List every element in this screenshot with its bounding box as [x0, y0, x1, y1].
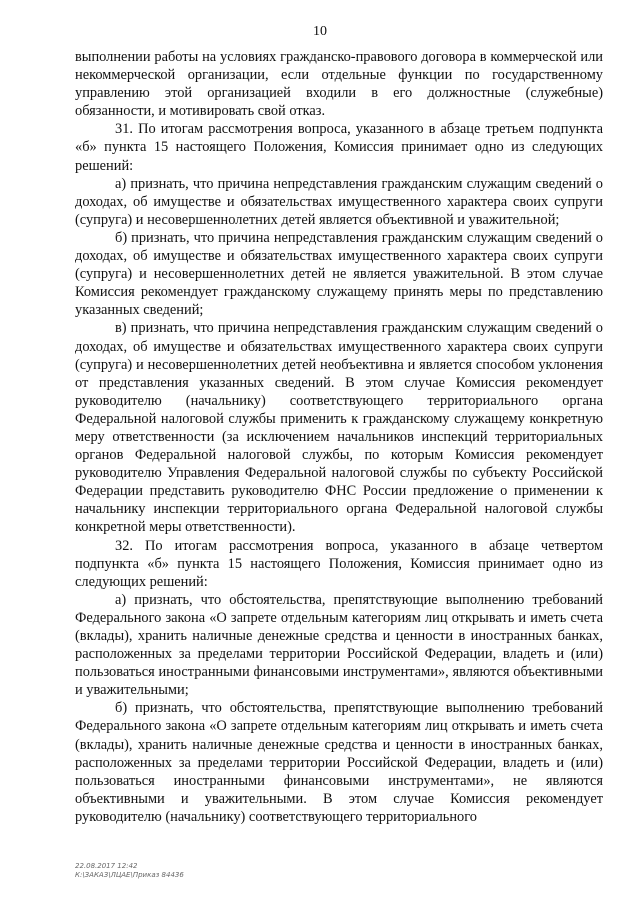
- paragraph-31-v: в) признать, что причина непредставления гражданским служащим сведений о доходах, об имуществе и обязательствах имущественного характера своих супруги (супруга) и несовершеннолетних детей необъективна и является способом уклонения от представления указанных сведений. В этом случае Комиссия рекомендует руководителю (начальнику) соответствующего территориального органа Федеральной налоговой службы применить к гражданскому служащему конкретную меру ответственности (за исключением начальников инспекций территориальных органов Федеральной налоговой службы, по которым Комиссия рекомендует руководителю Управления Федеральной налоговой службы по субъекту Российской Федерации представить руководителю ФНС России предложение о применении к начальнику инспекции территориального органа Федеральной налоговой службы конкретной меры ответственности).: [75, 320, 603, 536]
- page-number: 10: [313, 24, 327, 39]
- paragraph-item-32: 32. По итогам рассмотрения вопроса, указанного в абзаце четвертом подпункта «б» пункта 15 настоящего Положения, Комиссия принимает одно из следующих решений:: [75, 537, 603, 590]
- paragraph-32-a: а) признать, что обстоятельства, препятствующие выполнению требований Федерального закона «О запрете отдельным категориям лиц открывать и иметь счета (вклады), хранить наличные денежные средства и ценности в иностранных банках, расположенных за пределами территории Российской Федерации, владеть и (или) пользоваться иностранными финансовыми инструментами», являются объективными и уважительными;: [75, 591, 603, 699]
- footer-file-path: К:\ЗАКАЗ\ЛЦАЕ\Приказ 84436: [75, 871, 184, 879]
- document-body: [75, 48, 603, 826]
- paragraph-continuation: выполнении работы на условиях гражданско-правового договора в коммерческой или некоммерческой организации, если отдельные функции по государственному управлению этой организацией входили в его должностные (служебные) обязанности, и мотивировать свой отказ.: [75, 49, 603, 120]
- print-footer: [75, 862, 184, 880]
- paragraph-31-b: б) признать, что причина непредставления гражданским служащим сведений о доходах, об имуществе и обязательствах имущественного характера своих супруги (супруга) и несовершеннолетних детей не является уважительной. В этом случае Комиссия рекомендует гражданскому служащему принять меры по представлению указанных сведений;: [75, 229, 603, 319]
- paragraph-item-31: 31. По итогам рассмотрения вопроса, указанного в абзаце третьем подпункта «б» пункта 15 настоящего Положения, Комиссия принимает одно из следующих решений:: [75, 121, 603, 174]
- paragraph-31-a: а) признать, что причина непредставления гражданским служащим сведений о доходах, об имуществе и обязательствах имущественного характера своих супруги (супруга) и несовершеннолетних детей является объективной и уважительной;: [75, 175, 603, 228]
- footer-date: 22.08.2017 12:42: [75, 862, 138, 870]
- paragraph-32-b: б) признать, что обстоятельства, препятствующие выполнению требований Федерального закона «О запрете отдельным категориям лиц открывать и иметь счета (вклады), хранить наличные денежные средства и ценности в иностранных банках, расположенных за пределами территории Российской Федерации, владеть и (или) пользоваться иностранными финансовыми инструментами», не являются объективными и уважительными. В этом случае Комиссия рекомендует руководителю (начальнику) соответствующего территориального: [75, 700, 603, 825]
